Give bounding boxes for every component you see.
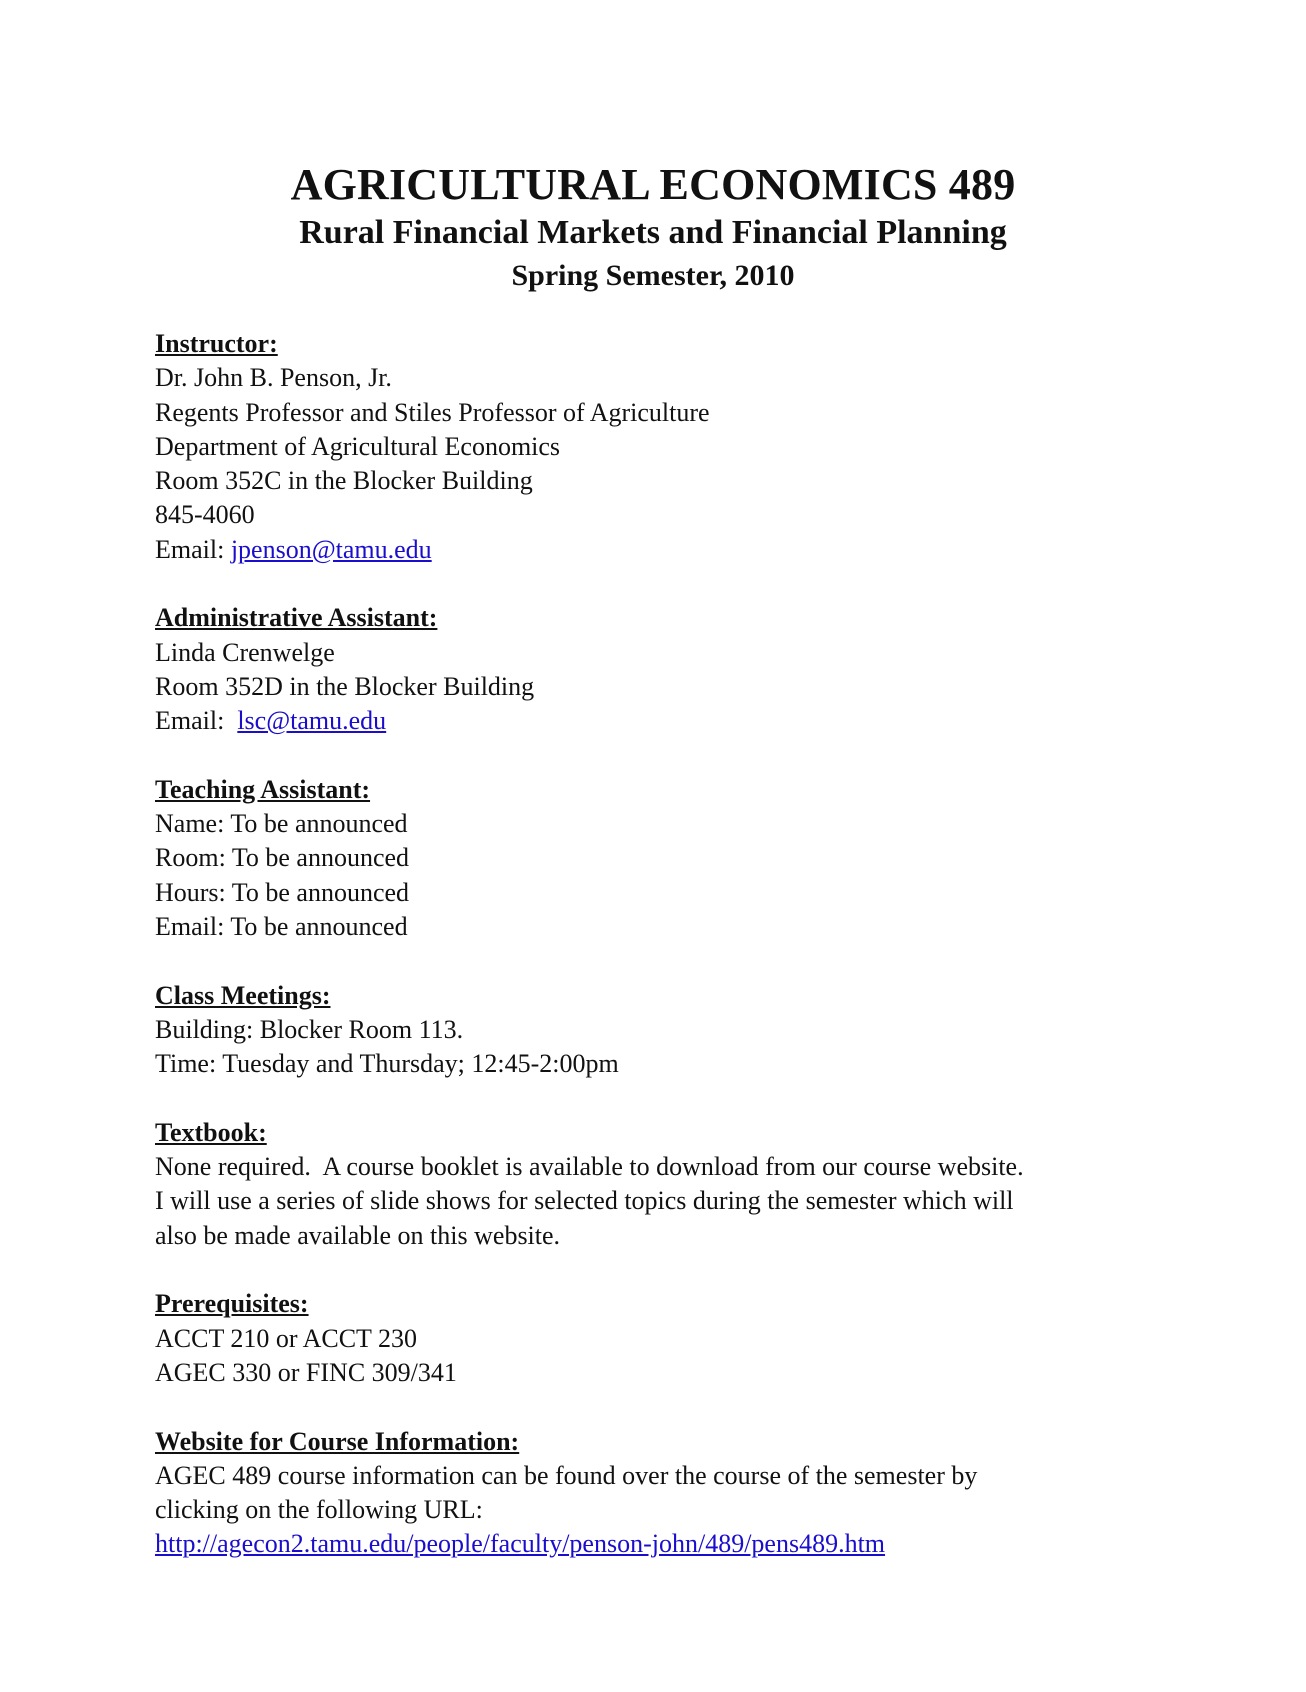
website-url-line (155, 1527, 1155, 1561)
admin-assistant-section (155, 601, 1155, 738)
prerequisite-item: AGEC 330 or FINC 309/341 (155, 1357, 457, 1387)
admin-assistant-email-label: Email: (155, 706, 238, 736)
teaching-assistant-section (155, 773, 1155, 944)
syllabus-body (155, 327, 1155, 1596)
admin-assistant-room: Room 352D in the Blocker Building (155, 671, 535, 701)
class-meetings-building: Building: Blocker Room 113. (155, 1014, 464, 1044)
textbook-section (155, 1116, 1155, 1253)
course-title: AGRICULTURAL ECONOMICS 489 (290, 160, 1016, 209)
prerequisites-section (155, 1287, 1155, 1390)
instructor-room: Room 352C in the Blocker Building (155, 466, 533, 496)
class-meetings-section (155, 979, 1155, 1082)
instructor-title: Regents Professor and Stiles Professor of Agriculture (155, 397, 710, 427)
teaching-assistant-room: Room: To be announced (155, 843, 410, 873)
admin-assistant-email-line (155, 704, 1155, 738)
teaching-assistant-hours: Hours: To be announced (155, 877, 410, 907)
prerequisites-heading: Prerequisites: (155, 1289, 309, 1319)
semester-label: Spring Semester, 2010 (511, 259, 795, 292)
instructor-email-link[interactable]: jpenson@tamu.edu (230, 534, 432, 564)
class-meetings-time: Time: Tuesday and Thursday; 12:45-2:00pm (155, 1049, 619, 1079)
website-section (155, 1425, 1155, 1562)
website-description-line: AGEC 489 course information can be found over the course of the semester by (155, 1460, 978, 1490)
course-subtitle: Rural Financial Markets and Financial Planning (299, 214, 1007, 251)
instructor-email-line (155, 533, 1155, 567)
document-header (0, 160, 1306, 296)
instructor-name: Dr. John B. Penson, Jr. (155, 363, 392, 393)
prerequisite-item: ACCT 210 or ACCT 230 (155, 1323, 417, 1353)
class-meetings-heading: Class Meetings: (155, 980, 331, 1010)
course-website-link[interactable]: http://agecon2.tamu.edu/people/faculty/penson-john/489/pens489.htm (155, 1529, 886, 1559)
textbook-line: also be made available on this website. (155, 1220, 561, 1250)
instructor-department: Department of Agricultural Economics (155, 431, 561, 461)
instructor-email-label: Email: (155, 534, 231, 564)
instructor-phone: 845-4060 (155, 500, 255, 530)
textbook-heading: Textbook: (155, 1117, 267, 1147)
textbook-line: None required. A course booklet is available to download from our course website. (155, 1152, 1024, 1182)
website-heading: Website for Course Information: (155, 1426, 520, 1456)
textbook-line: I will use a series of slide shows for selected topics during the semester which will (155, 1186, 1014, 1216)
instructor-heading: Instructor: (155, 329, 278, 358)
teaching-assistant-email: Email: To be announced (155, 912, 408, 942)
admin-assistant-name: Linda Crenwelge (155, 637, 335, 667)
instructor-section (155, 327, 1155, 567)
admin-assistant-heading: Administrative Assistant: (155, 603, 438, 633)
admin-assistant-email-link[interactable]: lsc@tamu.edu (237, 706, 387, 736)
teaching-assistant-heading: Teaching Assistant: (155, 774, 371, 804)
website-description-line: clicking on the following URL: (155, 1495, 483, 1525)
teaching-assistant-name: Name: To be announced (155, 809, 408, 839)
